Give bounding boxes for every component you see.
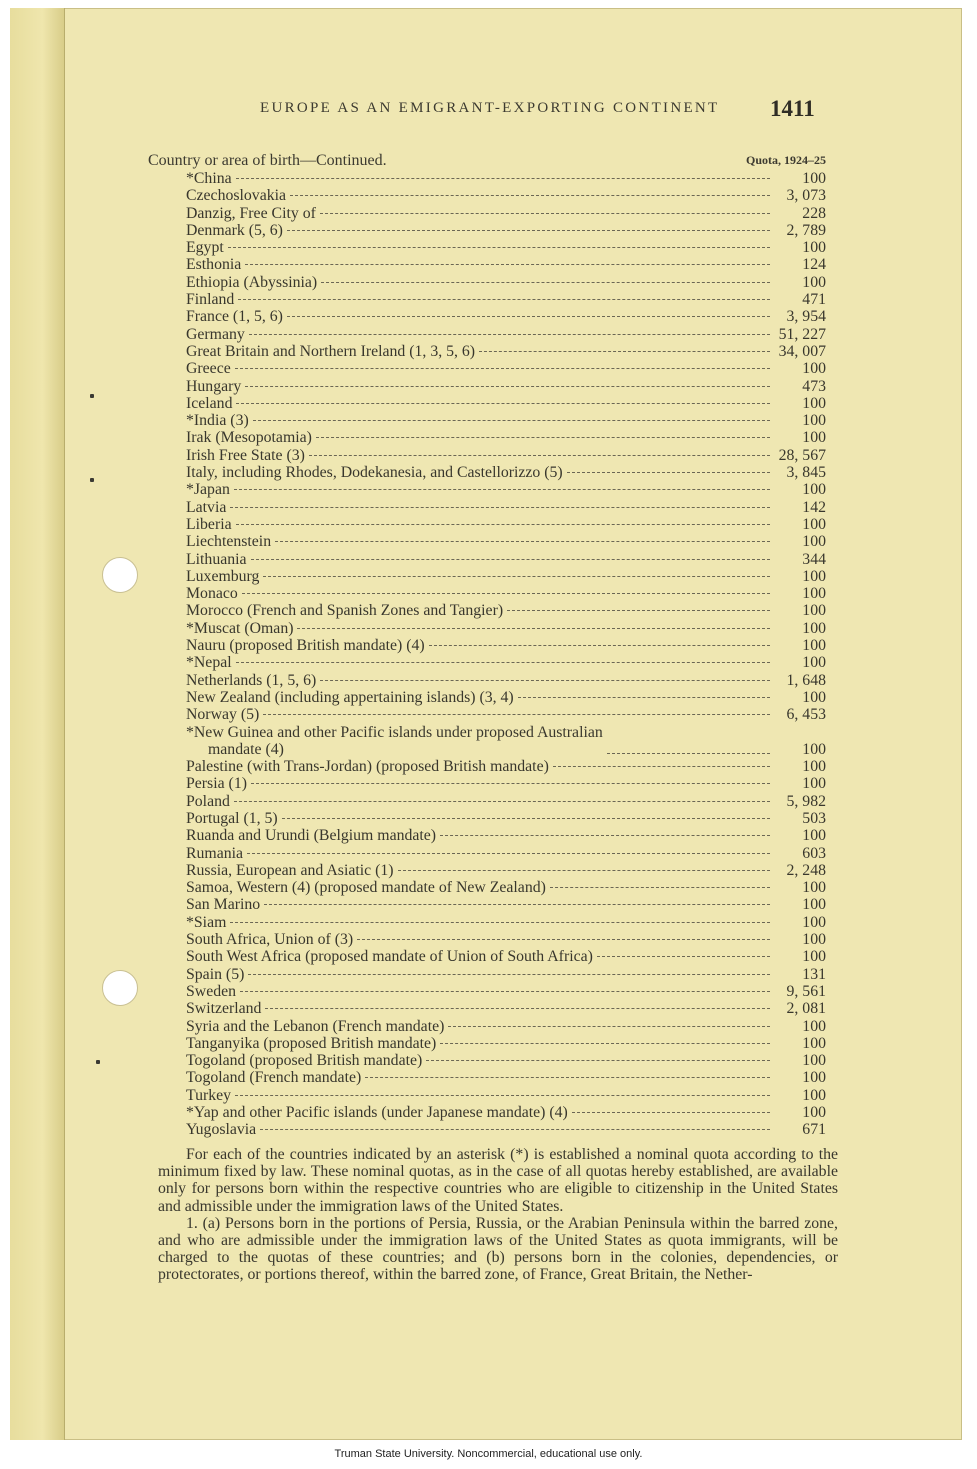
table-row bbox=[186, 758, 826, 775]
quota-value: 100 bbox=[802, 602, 826, 620]
table-row bbox=[186, 1087, 826, 1104]
quota-value: 2, 789 bbox=[786, 221, 826, 239]
quota-value: 100 bbox=[802, 1086, 826, 1104]
table-row bbox=[186, 326, 826, 343]
table-row bbox=[186, 672, 826, 689]
paragraph: For each of the countries indicated by an asterisk (*) is established a nominal quota according to the minimum fixed by law. These nominal quotas, as in the case of all quotas hereby established, are available only for persons born within the respective countries who are eligible to citizenship in the United States and admissible under the immigration laws of the United States. bbox=[158, 1146, 838, 1215]
quota-value: 100 bbox=[802, 758, 826, 776]
country-name: *Nepal bbox=[186, 654, 232, 672]
dot-leader bbox=[245, 264, 770, 265]
quota-value: 51, 227 bbox=[778, 325, 826, 343]
quota-value: 100 bbox=[802, 637, 826, 655]
country-name: Latvia bbox=[186, 498, 227, 516]
quota-value: 28, 567 bbox=[778, 446, 826, 464]
table-row bbox=[186, 291, 826, 308]
country-name: Monaco bbox=[186, 585, 238, 603]
quota-value: 3, 845 bbox=[786, 464, 826, 482]
paragraph: 1. (a) Persons born in the portions of Persia, Russia, or the Arabian Peninsula within the barred zone, and who are admissible under the immigration laws of the United States as quota immigrants, will be charged to the quotas of these countries; and (b) persons born in the colonies, dependencies, or protectorates, or portions thereof, within the barred zone, of France, Great Britain, the Nether- bbox=[158, 1214, 838, 1284]
dot-leader bbox=[597, 956, 770, 957]
table-row bbox=[186, 481, 826, 498]
quota-value: 100 bbox=[802, 827, 826, 845]
dot-leader bbox=[236, 662, 770, 663]
table-row bbox=[186, 551, 826, 568]
table-row bbox=[186, 602, 826, 619]
country-name: Italy, including Rhodes, Dodekanesia, and Castellorizzo (5) bbox=[186, 464, 563, 482]
country-name: South West Africa (proposed mandate of Union of South Africa) bbox=[186, 948, 593, 966]
dot-leader bbox=[365, 1077, 770, 1078]
dot-leader bbox=[507, 610, 770, 611]
country-name: Liechtenstein bbox=[186, 533, 272, 551]
dot-leader bbox=[287, 316, 770, 317]
country-name: Greece bbox=[186, 360, 231, 378]
dot-leader bbox=[282, 818, 770, 819]
country-name: Spain (5) bbox=[186, 965, 245, 983]
country-name: Turkey bbox=[186, 1086, 232, 1104]
table-row bbox=[186, 1069, 826, 1086]
quota-value: 100 bbox=[802, 515, 826, 533]
quota-value: 503 bbox=[802, 809, 826, 827]
quota-value: 131 bbox=[802, 965, 826, 983]
dot-leader bbox=[249, 334, 770, 335]
table-row bbox=[186, 447, 826, 464]
quota-value: 100 bbox=[802, 1052, 826, 1070]
country-name bbox=[186, 724, 603, 759]
quota-value: 100 bbox=[802, 170, 826, 187]
table-row bbox=[186, 1121, 826, 1138]
dot-leader bbox=[567, 472, 770, 473]
dot-leader bbox=[247, 853, 770, 854]
country-name: Luxemburg bbox=[186, 567, 260, 585]
punch-hole-upper bbox=[102, 557, 138, 593]
dot-leader bbox=[550, 887, 770, 888]
quota-value: 5, 982 bbox=[786, 792, 826, 810]
country-name: Yugoslavia bbox=[186, 1121, 257, 1139]
table-row bbox=[186, 187, 826, 204]
dot-leader bbox=[290, 195, 770, 196]
table-row bbox=[186, 516, 826, 533]
country-name: Portugal (1, 5) bbox=[186, 809, 278, 827]
quota-value: 100 bbox=[802, 879, 826, 897]
quota-value: 603 bbox=[802, 844, 826, 862]
quota-value: 124 bbox=[802, 256, 826, 274]
quota-value: 100 bbox=[802, 740, 826, 758]
country-name: Germany bbox=[186, 325, 245, 343]
usage-credit: Truman State University. Noncommercial, educational use only. bbox=[334, 1448, 643, 1460]
dot-leader bbox=[234, 489, 770, 490]
country-name: Rumania bbox=[186, 844, 244, 862]
country-name: Syria and the Lebanon (French mandate) bbox=[186, 1017, 445, 1035]
table-row bbox=[186, 810, 826, 827]
dot-leader bbox=[228, 247, 770, 248]
dot-leader bbox=[287, 230, 770, 231]
table-row bbox=[186, 706, 826, 723]
table-row bbox=[186, 879, 826, 896]
quota-value: 100 bbox=[802, 896, 826, 914]
scanned-page bbox=[10, 8, 962, 1440]
dot-leader bbox=[263, 576, 770, 577]
quota-value: 100 bbox=[802, 654, 826, 672]
dot-leader bbox=[448, 1026, 770, 1027]
page-binding-strip bbox=[10, 8, 65, 1440]
dot-leader bbox=[242, 593, 770, 594]
country-name: *Siam bbox=[186, 913, 227, 931]
table-row bbox=[186, 637, 826, 654]
country-name: Persia (1) bbox=[186, 775, 247, 793]
table-row bbox=[186, 1104, 826, 1121]
dot-leader bbox=[572, 1112, 770, 1113]
quota-value: 100 bbox=[802, 481, 826, 499]
country-heading: Country or area of birth—Continued. bbox=[148, 152, 387, 169]
table-row bbox=[186, 256, 826, 273]
quota-value: 2, 248 bbox=[786, 861, 826, 879]
quota-value: 34, 007 bbox=[778, 342, 826, 360]
dot-leader bbox=[275, 541, 770, 542]
dot-leader bbox=[297, 628, 770, 629]
dot-leader bbox=[260, 1129, 770, 1130]
quota-value: 100 bbox=[802, 429, 826, 447]
country-name: Denmark (5, 6) bbox=[186, 221, 283, 239]
quota-value: 3, 954 bbox=[786, 308, 826, 326]
quota-value: 100 bbox=[802, 619, 826, 637]
quota-value: 100 bbox=[802, 1034, 826, 1052]
table-row bbox=[186, 499, 826, 516]
country-name: Ruanda and Urundi (Belgium mandate) bbox=[186, 827, 437, 845]
quota-value: 9, 561 bbox=[786, 982, 826, 1000]
quota-value: 100 bbox=[802, 412, 826, 430]
dot-leader bbox=[316, 437, 770, 438]
dot-leader bbox=[236, 524, 770, 525]
table-row bbox=[186, 274, 826, 291]
country-name: Norway (5) bbox=[186, 706, 260, 724]
quota-value: 100 bbox=[802, 1017, 826, 1035]
country-name: Hungary bbox=[186, 377, 242, 395]
country-name: Esthonia bbox=[186, 256, 242, 274]
table-row bbox=[186, 568, 826, 585]
country-name: Tanganyika (proposed British mandate) bbox=[186, 1034, 437, 1052]
table-row bbox=[186, 395, 826, 412]
country-name: Irish Free State (3) bbox=[186, 446, 305, 464]
country-name: France (1, 5, 6) bbox=[186, 308, 283, 326]
dot-leader bbox=[398, 870, 770, 871]
quota-value: 142 bbox=[802, 498, 826, 516]
quota-value: 471 bbox=[802, 291, 826, 309]
table-row bbox=[186, 983, 826, 1000]
dot-leader bbox=[320, 213, 770, 214]
table-row bbox=[186, 205, 826, 222]
table-row bbox=[186, 689, 826, 706]
table-row bbox=[186, 222, 826, 239]
dot-leader bbox=[240, 991, 770, 992]
dot-leader bbox=[238, 299, 770, 300]
table-row bbox=[186, 654, 826, 671]
country-name: Lithuania bbox=[186, 550, 247, 568]
dot-leader bbox=[236, 403, 770, 404]
country-name: *China bbox=[186, 170, 232, 187]
punch-hole-lower bbox=[102, 970, 138, 1006]
country-name: Finland bbox=[186, 291, 235, 309]
quota-value: 100 bbox=[802, 931, 826, 949]
country-name: Danzig, Free City of bbox=[186, 204, 316, 222]
table-row bbox=[186, 827, 826, 844]
table-row bbox=[186, 585, 826, 602]
country-name: Togoland (French mandate) bbox=[186, 1069, 362, 1087]
dot-leader bbox=[234, 801, 770, 802]
body-text bbox=[158, 1146, 838, 1284]
dot-leader bbox=[265, 1008, 770, 1009]
quota-value: 100 bbox=[802, 688, 826, 706]
dot-leader bbox=[235, 1095, 770, 1096]
table-row bbox=[186, 1052, 826, 1069]
table-row bbox=[186, 914, 826, 931]
table-row bbox=[186, 360, 826, 377]
dot-leader bbox=[251, 559, 770, 560]
country-name: Egypt bbox=[186, 239, 224, 257]
dot-leader bbox=[553, 766, 770, 767]
dot-leader bbox=[230, 922, 770, 923]
quota-value: 100 bbox=[802, 913, 826, 931]
table-row bbox=[186, 170, 826, 187]
dot-leader bbox=[321, 282, 770, 283]
dot-leader bbox=[320, 680, 770, 681]
dot-leader bbox=[440, 1043, 770, 1044]
country-name: Irak (Mesopotamia) bbox=[186, 429, 312, 447]
quota-value: 228 bbox=[802, 204, 826, 222]
country-name: Sweden bbox=[186, 982, 237, 1000]
country-name: Poland bbox=[186, 792, 230, 810]
country-name: Russia, European and Asiatic (1) bbox=[186, 861, 394, 879]
country-name: South Africa, Union of (3) bbox=[186, 931, 354, 949]
dot-leader bbox=[440, 835, 770, 836]
country-name: Togoland (proposed British mandate) bbox=[186, 1052, 423, 1070]
table-row bbox=[186, 378, 826, 395]
country-name: Ethiopia (Abyssinia) bbox=[186, 273, 318, 291]
margin-mark bbox=[90, 394, 94, 398]
quota-value: 100 bbox=[802, 567, 826, 585]
quota-table bbox=[186, 170, 826, 1139]
quota-value: 473 bbox=[802, 377, 826, 395]
table-row bbox=[186, 862, 826, 879]
quota-value: 100 bbox=[802, 533, 826, 551]
table-row bbox=[186, 724, 826, 759]
page-number: 1411 bbox=[770, 96, 815, 121]
table-row bbox=[186, 1000, 826, 1017]
table-row bbox=[186, 620, 826, 637]
country-name: Netherlands (1, 5, 6) bbox=[186, 671, 317, 689]
table-row bbox=[186, 343, 826, 360]
table-row bbox=[186, 966, 826, 983]
table-row bbox=[186, 948, 826, 965]
table-row bbox=[186, 533, 826, 550]
quota-heading: Quota, 1924–25 bbox=[745, 153, 826, 167]
quota-value: 100 bbox=[802, 948, 826, 966]
dot-leader bbox=[518, 697, 770, 698]
dot-leader bbox=[264, 904, 770, 905]
country-name: Palestine (with Trans-Jordan) (proposed British mandate) bbox=[186, 758, 549, 776]
quota-value: 100 bbox=[802, 1104, 826, 1122]
dot-leader bbox=[309, 455, 770, 456]
quota-value: 344 bbox=[802, 550, 826, 568]
country-name: Samoa, Western (4) (proposed mandate of New Zealand) bbox=[186, 879, 546, 897]
table-row bbox=[186, 1018, 826, 1035]
dot-leader bbox=[235, 368, 770, 369]
quota-value: 3, 073 bbox=[786, 187, 826, 205]
dot-leader bbox=[607, 753, 770, 754]
table-row bbox=[186, 464, 826, 481]
country-name-line: *New Guinea and other Pacific islands under proposed Australian bbox=[186, 723, 603, 741]
quota-value: 100 bbox=[802, 585, 826, 603]
table-row bbox=[186, 775, 826, 792]
table-row bbox=[186, 239, 826, 256]
quota-value: 6, 453 bbox=[786, 706, 826, 724]
dot-leader bbox=[357, 939, 770, 940]
dot-leader bbox=[236, 178, 770, 179]
quota-value: 100 bbox=[802, 360, 826, 378]
margin-mark bbox=[96, 1060, 100, 1064]
country-name: Switzerland bbox=[186, 1000, 262, 1018]
country-name: Czechoslovakia bbox=[186, 187, 287, 205]
table-row bbox=[186, 308, 826, 325]
table-column-heading bbox=[148, 152, 826, 170]
country-name: San Marino bbox=[186, 896, 261, 914]
country-name: *Japan bbox=[186, 481, 230, 499]
country-name: New Zealand (including appertaining islands) (3, 4) bbox=[186, 688, 514, 706]
quota-value: 671 bbox=[802, 1121, 826, 1139]
table-row bbox=[186, 896, 826, 913]
quota-value: 2, 081 bbox=[786, 1000, 826, 1018]
dot-leader bbox=[248, 974, 770, 975]
dot-leader bbox=[429, 645, 770, 646]
country-name-continuation: mandate (4) bbox=[208, 740, 284, 758]
country-name: Nauru (proposed British mandate) (4) bbox=[186, 637, 425, 655]
country-name: Morocco (French and Spanish Zones and Tangier) bbox=[186, 602, 504, 620]
table-row bbox=[186, 412, 826, 429]
dot-leader bbox=[253, 420, 770, 421]
table-row bbox=[186, 1035, 826, 1052]
quota-value: 100 bbox=[802, 775, 826, 793]
country-name: *Muscat (Oman) bbox=[186, 619, 294, 637]
quota-value: 100 bbox=[802, 1069, 826, 1087]
margin-mark bbox=[90, 478, 94, 482]
quota-value: 100 bbox=[802, 394, 826, 412]
quota-value: 1, 648 bbox=[786, 671, 826, 689]
dot-leader bbox=[251, 783, 770, 784]
running-head: EUROPE AS AN EMIGRANT-EXPORTING CONTINENT bbox=[260, 100, 720, 116]
country-name: Great Britain and Northern Ireland (1, 3, 5, 6) bbox=[186, 342, 476, 360]
table-row bbox=[186, 429, 826, 446]
dot-leader bbox=[230, 507, 770, 508]
country-name: Liberia bbox=[186, 515, 232, 533]
dot-leader bbox=[426, 1060, 770, 1061]
country-name: *Yap and other Pacific islands (under Japanese mandate) (4) bbox=[186, 1104, 568, 1122]
table-row bbox=[186, 845, 826, 862]
quota-value: 100 bbox=[802, 239, 826, 257]
dot-leader bbox=[245, 386, 770, 387]
quota-value: 100 bbox=[802, 273, 826, 291]
table-row bbox=[186, 931, 826, 948]
country-name: Iceland bbox=[186, 394, 233, 412]
country-name: *India (3) bbox=[186, 412, 249, 430]
dot-leader bbox=[263, 714, 770, 715]
dot-leader bbox=[479, 351, 770, 352]
table-row bbox=[186, 793, 826, 810]
